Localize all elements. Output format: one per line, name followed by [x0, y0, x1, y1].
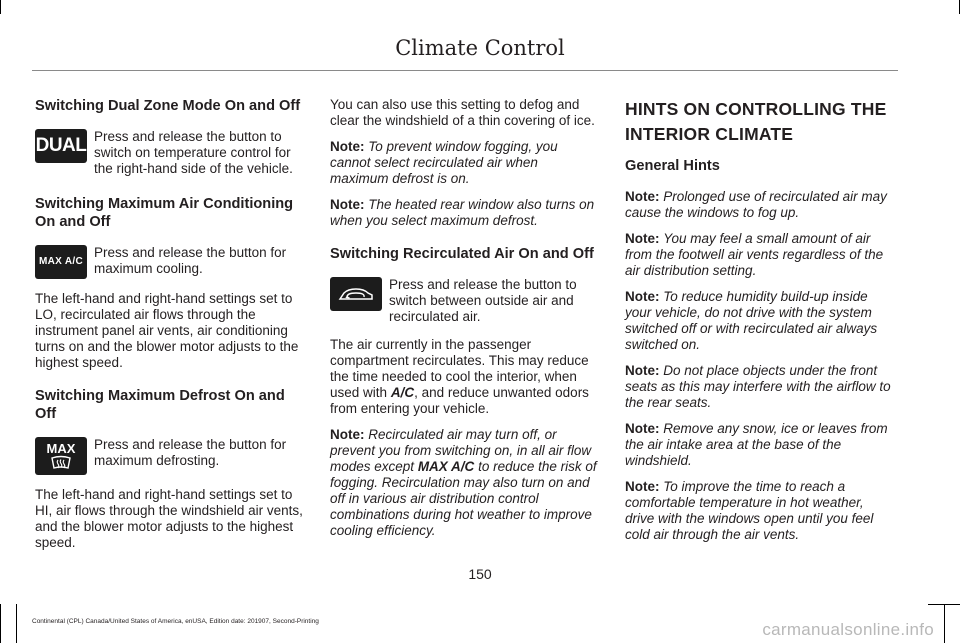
- dual-zone-text: Press and release the button to switch on temperature control for the right-hand side of the vehicle.: [94, 129, 293, 176]
- page-title: Climate Control: [395, 36, 565, 60]
- note-label: Note:: [625, 189, 660, 204]
- watermark: carmanualsonline.info: [762, 620, 934, 639]
- recirculated-air-text: Press and release the button to switch between outside air and recirculated air.: [389, 277, 577, 324]
- column-2: [330, 97, 600, 549]
- hints-section-heading: HINTS ON CONTROLLING THE INTERIOR CLIMATE: [625, 99, 887, 144]
- note-text: To improve the time to reach a comfortable temperature in hot weather, drive with the windows open until you feel cold air through the air vents.: [625, 479, 874, 542]
- paragraph-part: The air currently in the passenger compartment recirculates. This may reduce the time needed to cool the interior, when used with: [330, 337, 589, 400]
- max-defrost-text: Press and release the button for maximum defrosting.: [94, 437, 287, 468]
- note-label: Note:: [625, 363, 660, 378]
- crop-mark: [0, 0, 1, 14]
- recirculated-air-heading: Switching Recirculated Air On and Off: [330, 246, 594, 262]
- recirculation-paragraph: [330, 337, 600, 417]
- max-ac-text: Press and release the button for maximum cooling.: [94, 245, 287, 276]
- column-3: [625, 97, 895, 553]
- note-recirculation: [330, 427, 600, 539]
- recirculated-air-item: [330, 277, 600, 325]
- windshield-defrost-icon: [50, 455, 72, 471]
- car-recirculation-icon: [336, 282, 376, 306]
- crop-mark: [16, 604, 17, 643]
- max-ac-term: MAX A/C: [417, 459, 475, 474]
- max-ac-heading: Switching Maximum Air Conditioning On and Off: [35, 196, 294, 230]
- crop-mark: [944, 604, 945, 643]
- note-fogging: [330, 139, 600, 187]
- dual-zone-item: [35, 129, 307, 177]
- edition-footer: Continental (CPL) Canada/United States of America, enUSA, Edition date: 201907, Second-Printing: [32, 618, 319, 625]
- note-heated-window: [330, 197, 600, 229]
- note-label: Note:: [625, 289, 660, 304]
- note-label: Note:: [330, 139, 365, 154]
- max-ac-item: [35, 245, 307, 279]
- note-text: Remove any snow, ice or leaves from the air intake area at the base of the windshield.: [625, 421, 888, 468]
- hint-note: [625, 231, 895, 279]
- crop-mark: [0, 604, 1, 643]
- note-text: Do not place objects under the front seats as this may interfere with the airflow to the rear seats.: [625, 363, 891, 410]
- page-number: 150: [468, 566, 492, 582]
- dual-button-icon: DUAL: [35, 129, 87, 163]
- dual-zone-heading: Switching Dual Zone Mode On and Off: [35, 98, 301, 114]
- ac-term: A/C: [390, 385, 415, 400]
- max-defrost-paragraph: The left-hand and right-hand settings set to HI, air flows through the windshield air vents, and the blower motor adjusts to the highest speed.: [35, 487, 303, 550]
- crop-mark: [928, 604, 960, 605]
- note-text: To prevent window fogging, you cannot select recirculated air when maximum defrost is on.: [330, 139, 558, 186]
- max-defrost-heading: Switching Maximum Defrost On and Off: [35, 388, 285, 422]
- max-defrost-item: [35, 437, 307, 475]
- note-label: Note:: [625, 421, 660, 436]
- column-1: [35, 97, 307, 561]
- note-label: Note:: [330, 427, 365, 442]
- note-label: Note:: [330, 197, 365, 212]
- general-hints-heading: General Hints: [625, 158, 720, 174]
- header-rule: [32, 70, 898, 71]
- max-defrost-icon-label: MAX: [46, 440, 76, 456]
- note-text: You may feel a small amount of air from the footwell air vents regardless of the air distribution setting.: [625, 231, 884, 278]
- hint-note: [625, 363, 895, 411]
- note-text: Prolonged use of recirculated air may cause the windows to fog up.: [625, 189, 887, 220]
- max-ac-paragraph: The left-hand and right-hand settings set to LO, recirculated air flows through the instrument panel air vents, air conditioning turns on and the blower motor adjusts to the highest speed.: [35, 291, 299, 370]
- max-defrost-button-icon: [35, 437, 87, 475]
- defrost-intro: You can also use this setting to defog and clear the windshield of a thin covering of ice.: [330, 97, 595, 128]
- note-text: To reduce humidity build-up inside your vehicle, do not drive with the system switched off or with recirculated air always switched on.: [625, 289, 878, 352]
- hint-note: [625, 479, 895, 543]
- paragraph-part: , and reduce unwanted odors from entering your vehicle.: [330, 385, 589, 416]
- max-ac-button-icon: MAX A/C: [35, 245, 87, 279]
- hint-note: [625, 189, 895, 221]
- note-label: Note:: [625, 479, 660, 494]
- hint-note: [625, 289, 895, 353]
- note-text: The heated rear window also turns on when you select maximum defrost.: [330, 197, 595, 228]
- recirculation-button-icon: [330, 277, 382, 311]
- hint-note: [625, 421, 895, 469]
- note-text: to reduce the risk of fogging. Recirculation may also turn on and off in various air distribution control combinations during hot weather to improve cooling efficiency.: [330, 459, 597, 538]
- note-text: Recirculated air may turn off, or prevent you from switching on, in all air flow modes except: [330, 427, 592, 474]
- note-label: Note:: [625, 231, 660, 246]
